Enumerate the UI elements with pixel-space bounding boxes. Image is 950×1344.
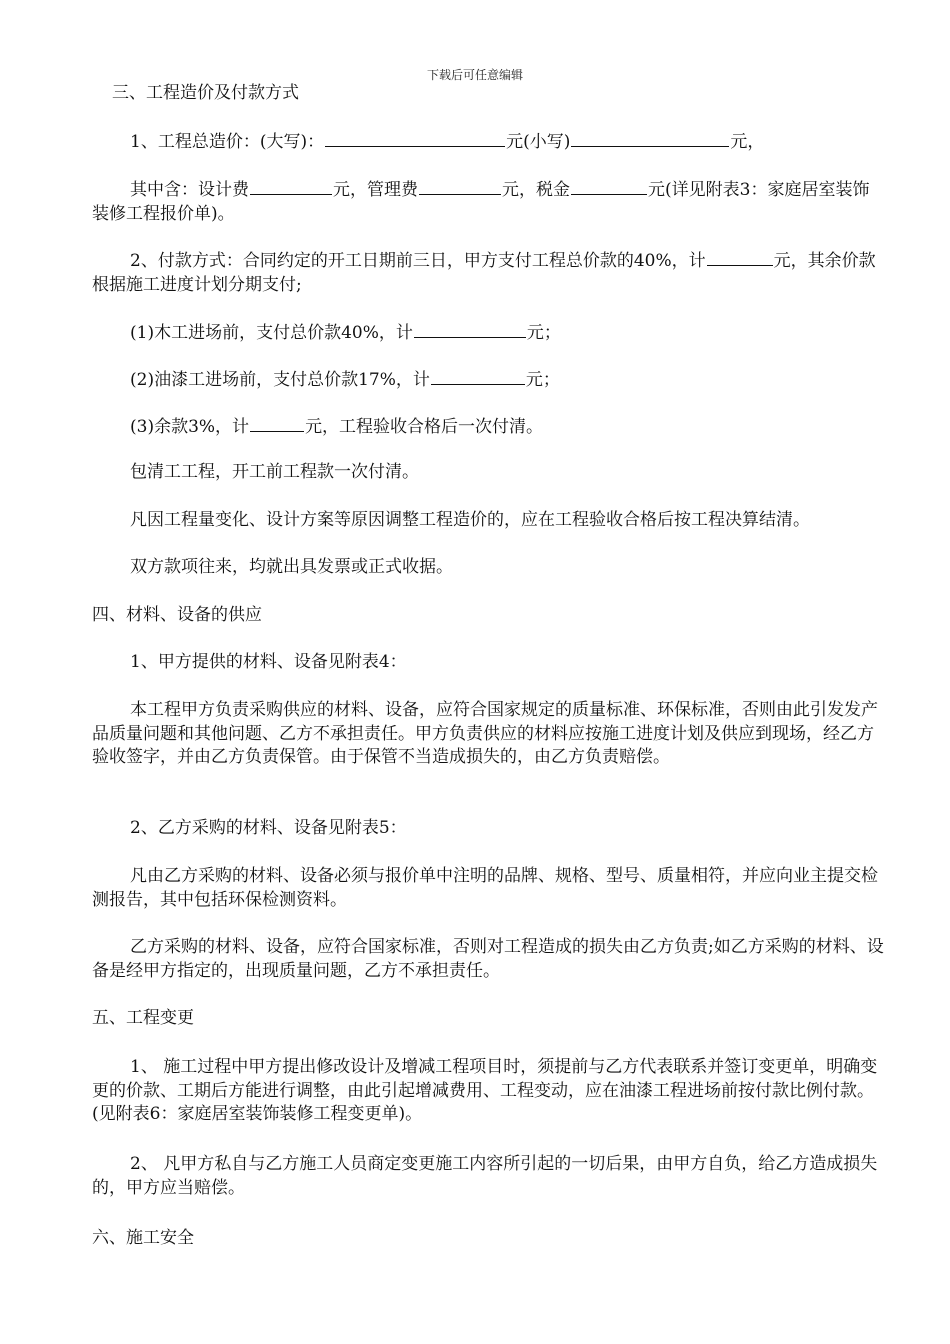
total-price-suffix: 元， [730,132,765,152]
includes-suffix: 元(详见附表3：家庭居室装饰装修工程报价单)。 [92,180,870,224]
payment-text-cont: 元，其余价款根据施工进度计划分期支付; [92,251,876,295]
installment-1-suffix: 元； [526,323,561,343]
party-b-supply-title: 2、乙方采购的材料、设备见附表5： [130,818,407,838]
total-price-line [130,129,930,154]
design-fee-blank[interactable] [250,177,332,195]
total-price-figure-blank[interactable] [571,129,729,147]
total-price-mid: 元(小写) [506,132,571,152]
section4-title: 四、材料、设备的供应 [92,605,262,625]
installment-3-text: (3)余款3%，计 [130,417,250,437]
installment-1-blank[interactable] [414,320,526,338]
installment-2-text: (2)油漆工进场前，支付总价款17%，计 [130,370,430,390]
installment-2-suffix: 元； [525,370,560,390]
includes-management-label: 元，管理费 [333,180,418,200]
installment-1 [130,320,930,345]
installment-2 [130,367,930,392]
includes-design-label: 其中含：设计费 [130,180,249,200]
total-price-prefix: 1、工程总造价：(大写)： [130,132,325,152]
change-clause-2: 2、 凡甲方私自与乙方施工人员商定变更施工内容所引起的一切后果，由甲方自负，给乙方造成损失的，甲方应当赔偿。 [92,1154,878,1198]
section5-title: 五、工程变更 [92,1008,194,1028]
payment-paragraph [92,248,884,297]
deposit-amount-blank[interactable] [707,248,773,266]
change-clause-1: 1、 施工过程中甲方提出修改设计及增减工程项目时，须提前与乙方代表联系并签订变更单，明确变更的价款、工期后方能进行调整，由此引起增减费用、工程变动，应在油漆工程进场前按付款比例付款。(见附表6：家庭居室装饰装修工程变更单)。 [92,1057,878,1124]
section6-title: 六、施工安全 [92,1228,194,1248]
party-b-supply-text-2: 乙方采购的材料、设备，应符合国家标准，否则对工程造成的损失由乙方负责;如乙方采购的材料、设备是经甲方指定的，出现质量问题，乙方不承担责任。 [92,937,884,981]
payment-text: 2、付款方式：合同约定的开工日期前三日，甲方支付工程总价款的40%，计 [130,251,706,271]
party-a-supply-title: 1、甲方提供的材料、设备见附表4： [130,652,407,672]
includes-paragraph [92,177,884,226]
lump-sum-note: 包清工工程，开工前工程款一次付清。 [130,462,419,482]
installment-3 [130,414,930,439]
installment-3-suffix: 元，工程验收合格后一次付清。 [305,417,544,437]
management-fee-blank[interactable] [419,177,501,195]
party-b-supply-text-1: 凡由乙方采购的材料、设备必须与报价单中注明的品牌、规格、型号、质量相符，并应向业主提交检测报告，其中包括环保检测资料。 [92,866,878,910]
adjustment-note: 凡因工程量变化、设计方案等原因调整工程造价的，应在工程验收合格后按工程决算结清。 [130,510,810,530]
section3-title: 三、工程造价及付款方式 [112,83,299,103]
installment-2-blank[interactable] [431,367,525,385]
includes-tax-label: 元，税金 [502,180,570,200]
installment-3-blank[interactable] [250,414,304,432]
invoice-note: 双方款项往来，均就出具发票或正式收据。 [130,557,453,577]
header-note: 下载后可任意编辑 [426,68,523,82]
installment-1-text: (1)木工进场前，支付总价款40%，计 [130,323,413,343]
party-a-supply-text: 本工程甲方负责采购供应的材料、设备，应符合国家规定的质量标准、环保标准，否则由此引发发产品质量问题和其他问题、乙方不承担责任。甲方负责供应的材料应按施工进度计划及供应到现场，经乙方验收签字，并由乙方负责保管。由于保管不当造成损失的，由乙方负责赔偿。 [92,700,878,767]
total-price-capital-blank[interactable] [325,129,505,147]
tax-blank[interactable] [571,177,647,195]
